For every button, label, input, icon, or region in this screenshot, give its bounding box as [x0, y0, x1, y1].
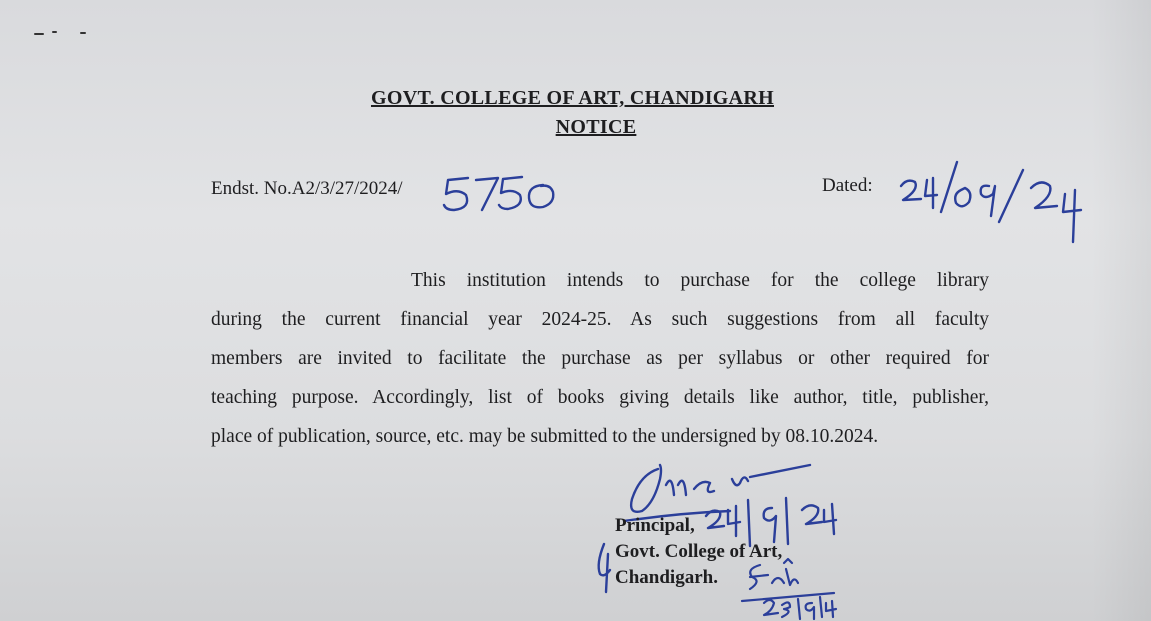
notice-body	[211, 261, 989, 456]
receipt-initials	[738, 555, 843, 621]
body-line: teaching purpose. Accordingly, list of books giving details like author, title, publisher,	[211, 387, 989, 408]
margin-mark	[590, 540, 616, 596]
notice-heading: NOTICE	[555, 116, 637, 138]
paper-speck	[52, 31, 57, 33]
institution-title: GOVT. COLLEGE OF ART, CHANDIGARH	[370, 87, 774, 109]
signatory-designation: Principal,	[615, 515, 695, 536]
date-label: Dated:	[822, 175, 873, 196]
handwritten-reference-number	[440, 168, 565, 218]
body-line: place of publication, source, etc. may be submitted to the undersigned by 08.10.2024.	[211, 426, 879, 447]
signatory-institution: Govt. College of Art,	[615, 541, 783, 562]
signature-date	[700, 480, 845, 550]
handwritten-date	[895, 150, 1115, 250]
signatory-city: Chandigarh.	[615, 567, 718, 588]
body-line: This institution intends to purchase for the college library	[411, 270, 989, 291]
endorsement-number: Endst. No.A2/3/27/2024/	[211, 178, 403, 199]
paper-speck	[80, 32, 86, 34]
body-line: during the current financial year 2024-25. As such suggestions from all faculty	[211, 309, 989, 330]
paper-speck	[34, 33, 44, 35]
body-line: members are invited to facilitate the purchase as per syllabus or other required for	[211, 348, 989, 369]
